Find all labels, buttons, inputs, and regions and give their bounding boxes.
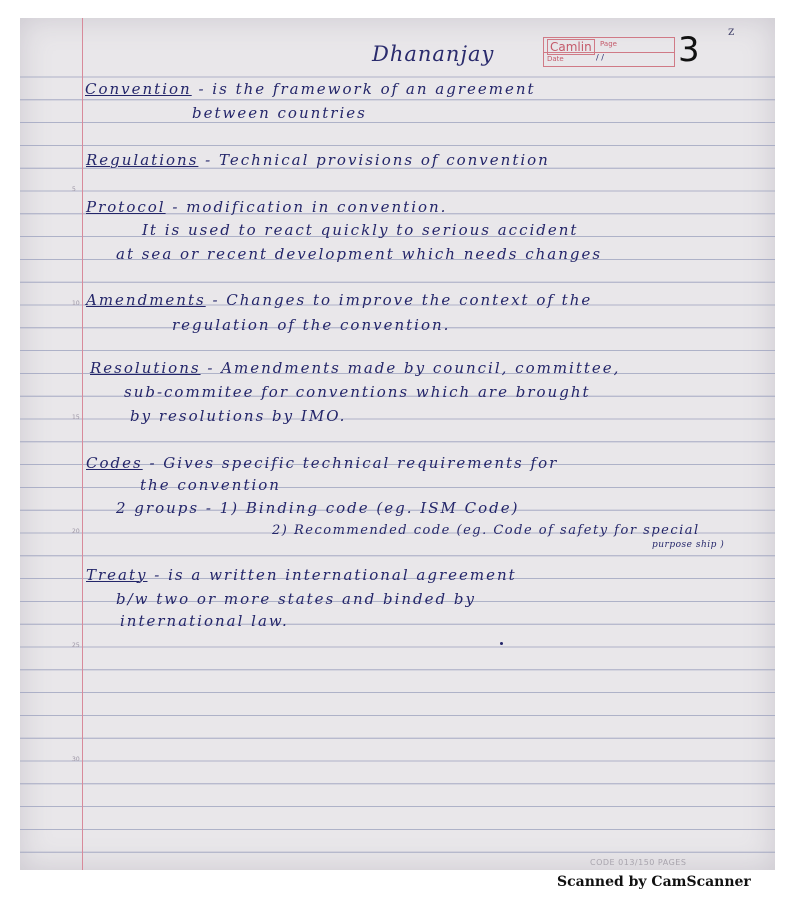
- note-line: Amendments - Changes to improve the context of the: [86, 291, 593, 309]
- term-resolutions: Resolutions: [90, 359, 201, 377]
- note-line: international law.: [120, 612, 289, 630]
- ink-dot: [500, 642, 503, 645]
- note-line: between countries: [192, 104, 367, 122]
- notebook-page: [20, 18, 775, 870]
- page-number: 3: [678, 30, 700, 70]
- date-label: Date: [547, 55, 564, 63]
- term-treaty: Treaty: [86, 566, 148, 584]
- note-line: by resolutions by IMO.: [130, 407, 347, 425]
- margin-number: 30: [72, 756, 80, 763]
- margin-number: 25: [72, 642, 80, 649]
- note-line: purpose ship ): [652, 540, 725, 550]
- page-date-box: [543, 37, 675, 67]
- note-line: It is used to react quickly to serious accident: [142, 221, 579, 239]
- note-line: Treaty - is a written international agreement: [86, 566, 517, 584]
- date-value: / /: [596, 53, 604, 62]
- margin-number: 15: [72, 414, 80, 421]
- scanner-watermark: Scanned by CamScanner: [557, 874, 751, 890]
- note-line: b/w two or more states and binded by: [116, 590, 476, 608]
- note-line: Regulations - Technical provisions of convention: [86, 151, 550, 169]
- note-line: Protocol - modification in convention.: [86, 198, 448, 216]
- term-protocol: Protocol: [86, 198, 166, 216]
- note-line: the convention: [140, 476, 281, 494]
- page-label: Page: [600, 40, 617, 48]
- note-line: 2) Recommended code (eg. Code of safety for special: [272, 523, 700, 538]
- margin-number: 10: [72, 300, 80, 307]
- term-codes: Codes: [86, 454, 143, 472]
- term-amendments: Amendments: [86, 291, 206, 309]
- note-line: Resolutions - Amendments made by council, committee,: [90, 359, 621, 377]
- note-line: Codes - Gives specific technical requirements for: [86, 454, 559, 472]
- note-line: sub-commitee for conventions which are brought: [124, 383, 591, 401]
- notebook-footer-code: CODE 013/150 PAGES: [590, 858, 687, 867]
- note-line: at sea or recent development which needs changes: [116, 245, 603, 263]
- corner-mark: z: [728, 24, 735, 38]
- note-line: regulation of the convention.: [172, 316, 451, 334]
- ruled-lines: [20, 18, 775, 870]
- note-line: 2 groups - 1) Binding code (eg. ISM Code): [116, 499, 520, 517]
- margin-rule: [82, 18, 83, 870]
- term-convention: Convention: [85, 80, 192, 98]
- margin-number: 20: [72, 528, 80, 535]
- author-name: Dhananjay: [372, 42, 495, 66]
- note-line: Convention - is the framework of an agreement: [85, 80, 536, 98]
- notebook-brand: Camlin: [547, 39, 595, 55]
- term-regulations: Regulations: [86, 151, 199, 169]
- margin-number: 5: [72, 186, 76, 193]
